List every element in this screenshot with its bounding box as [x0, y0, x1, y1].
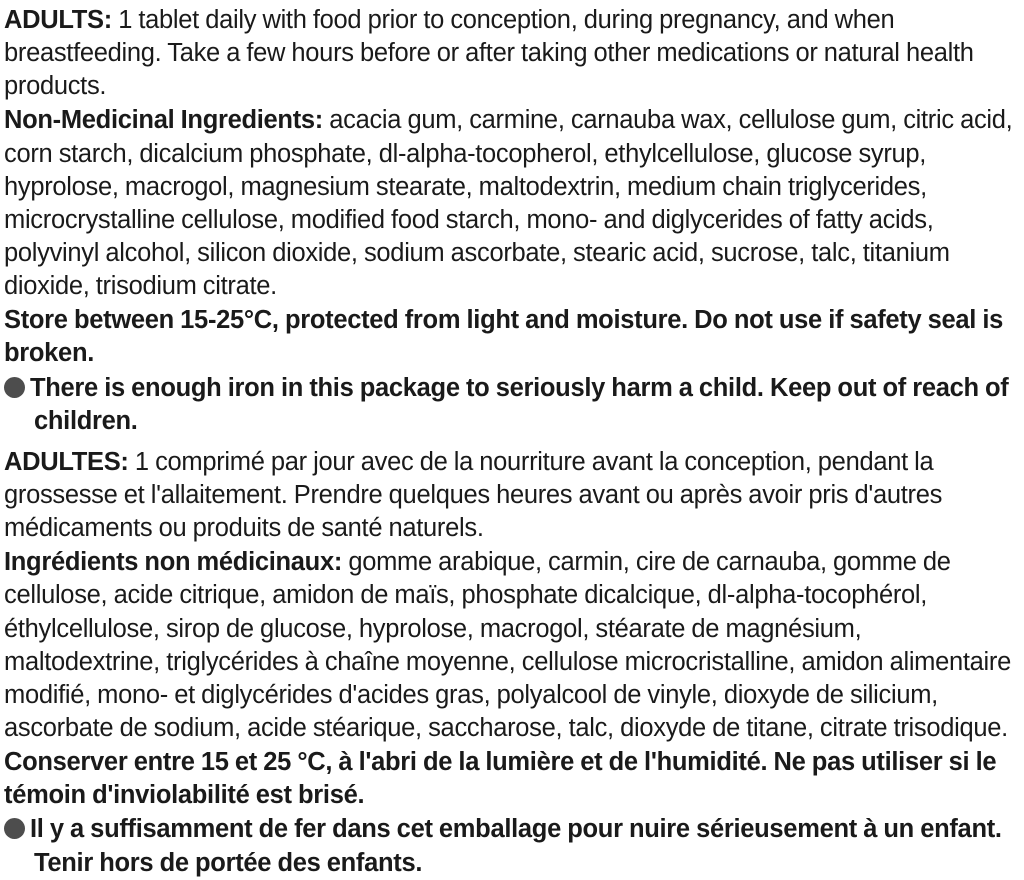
- french-non-medicinal-heading: Ingrédients non médicinaux:: [4, 548, 343, 577]
- french-iron-warning-text: Il y a suffisamment de fer dans cet emballage pour nuire sérieusement à un enfant. Tenir hors de portée des enfants.: [30, 815, 1002, 877]
- english-iron-warning: [4, 372, 1018, 438]
- english-non-medicinal-heading: Non-Medicinal Ingredients:: [4, 106, 323, 135]
- english-storage-text: Store between 15-25°C, protected from light and moisture. Do not use if safety seal is broken.: [4, 306, 1004, 368]
- french-iron-warning: [4, 813, 1018, 879]
- warning-bullet-icon: [4, 377, 25, 398]
- french-non-medicinal-text: gomme arabique, carmin, cire de carnauba, gomme de cellulose, acide citrique, amidon de maïs, phosphate dicalcique, dl-alpha-tocophérol, éthylcellulose, sirop de glucose, hyprolose, macrogol, stéarate de magnésium, maltodextrine, triglycérides à chaîne moyenne, cellulose microcristalline, amidon alimentaire modifié, mono- et diglycérides d'acides gras, polyalcool de vinyle, dioxyde de silicium, ascorbate de sodium, acide stéarique, saccharose, talc, dioxyde de titane, citrate trisodique.: [4, 548, 1011, 742]
- french-directions-text: 1 comprimé par jour avec de la nourriture avant la conception, pendant la grossesse et l'allaitement. Prendre quelques heures avant ou après avoir pris d'autres médicaments ou produits de santé naturels.: [4, 447, 943, 543]
- english-non-medicinal-text: acacia gum, carmine, carnauba wax, cellulose gum, citric acid, corn starch, dicalcium phosphate, dl-alpha-tocopherol, ethylcellulose, glucose syrup, hyprolose, macrogol, magnesium stearate, maltodextrin, medium chain triglycerides, microcrystalline cellulose, modified food starch, mono- and diglycerides of fatty acids, polyvinyl alcohol, silicon dioxide, sodium ascorbate, stearic acid, sucrose, talc, titanium dioxide, trisodium citrate.: [4, 106, 1013, 301]
- english-non-medicinal-ingredients: [4, 104, 1018, 303]
- french-directions-heading: ADULTES:: [4, 447, 129, 476]
- english-directions-text: 1 tablet daily with food prior to conception, during pregnancy, and when breastfeeding. Take a few hours before or after taking other medications or natural health products.: [4, 6, 974, 101]
- english-directions: [4, 4, 1018, 103]
- french-directions: [4, 446, 1018, 545]
- english-iron-warning-text: There is enough iron in this package to seriously harm a child. Keep out of reach of children.: [30, 373, 1009, 435]
- french-non-medicinal-ingredients: [4, 546, 1018, 745]
- french-storage-text: Conserver entre 15 et 25 °C, à l'abri de la lumière et de l'humidité. Ne pas utiliser si le témoin d'inviolabilité est brisé.: [4, 748, 997, 810]
- english-directions-heading: ADULTS:: [4, 6, 112, 34]
- warning-bullet-icon-fr: [4, 818, 25, 839]
- language-divider: [4, 439, 1018, 446]
